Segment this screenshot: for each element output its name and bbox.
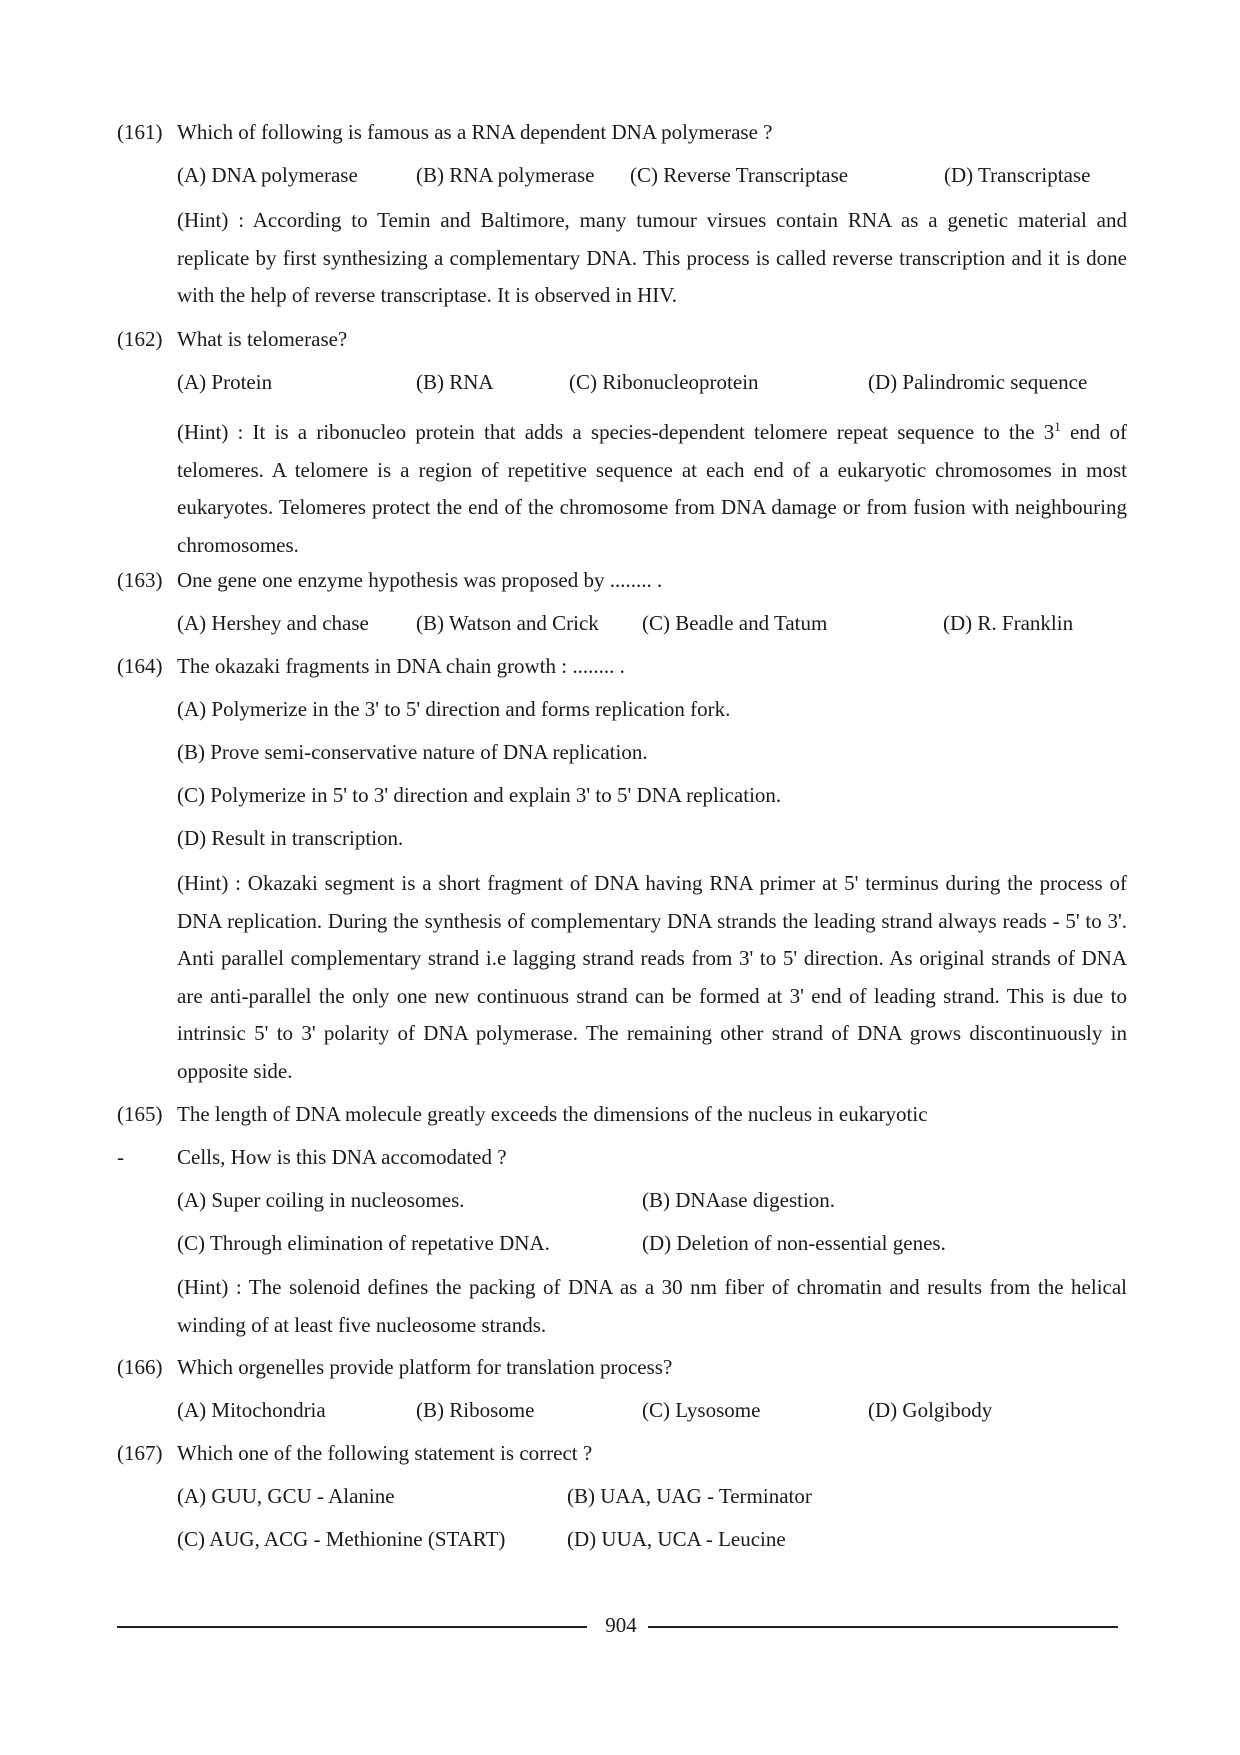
question-number: (165) (117, 1102, 163, 1126)
question-164 (117, 654, 1127, 678)
option-b: (B) RNA (416, 370, 494, 394)
option-a: (A) Hershey and chase (177, 611, 369, 635)
hint-161: (Hint) : According to Temin and Baltimore, many tumour virsues contain RNA as a genetic material and replicate by first synthesizing a complementary DNA. This process is called reverse transcription and it is done with the help of reverse transcriptase. It is observed in HIV. (177, 208, 1127, 307)
question-161 (117, 120, 1127, 144)
option-d: (D) R. Franklin (943, 611, 1074, 635)
option-c: (C) AUG, ACG - Methionine (START) (177, 1527, 506, 1551)
option-c: (C) Ribonucleoprotein (569, 370, 759, 394)
option-c: (C) Polymerize in 5' to 3' direction and explain 3' to 5' DNA replication. (177, 783, 782, 807)
option-b: (B) DNAase digestion. (642, 1188, 836, 1212)
dash-marker: - (117, 1145, 124, 1169)
question-number: (167) (117, 1441, 163, 1465)
page-number: 904 (605, 1613, 637, 1637)
question-165-cont (117, 1145, 1127, 1169)
question-text: Which of following is famous as a RNA dependent DNA polymerase ? (177, 120, 773, 144)
hint-text-cont: end of telomeres. A telomere is a region of repetitive sequence at each end of a eukaryotic chromosomes in most eukaryotes. Telomeres protect the end of the chromosome from DNA damage or from fusion with neighbouring chromosomes. (177, 420, 1127, 557)
question-167 (117, 1441, 1127, 1465)
question-number: (161) (117, 120, 163, 144)
question-text: Which one of the following statement is correct ? (177, 1441, 593, 1465)
option-a: (A) GUU, GCU - Alanine (177, 1484, 395, 1508)
option-b: (B) UAA, UAG - Terminator (567, 1484, 812, 1508)
question-text: What is telomerase? (177, 327, 348, 351)
footer-rule-right (648, 1626, 1118, 1628)
option-d: (D) UUA, UCA - Leucine (567, 1527, 786, 1551)
question-number: (164) (117, 654, 163, 678)
question-165 (117, 1102, 1127, 1126)
option-a: (A) Polymerize in the 3' to 5' direction and forms replication fork. (177, 697, 731, 721)
question-number: (166) (117, 1355, 163, 1379)
question-166 (117, 1355, 1127, 1379)
option-c: (C) Beadle and Tatum (642, 611, 828, 635)
option-a: (A) DNA polymerase (177, 163, 358, 187)
question-number: (163) (117, 568, 163, 592)
hint-164: (Hint) : Okazaki segment is a short fragment of DNA having RNA primer at 5' terminus during the process of DNA replication. During the synthesis of complementary DNA strands the leading strand always reads - 5' to 3'. Anti parallel complementary strand i.e lagging strand reads from 3' to 5' direction. As original strands of DNA are anti-parallel the only one new continuous strand can be formed at 3' end of leading strand. This is due to intrinsic 5' to 3' polarity of DNA polymerase. The remaining other strand of DNA grows discontinuously in opposite side. (177, 871, 1127, 1083)
option-c: (C) Lysosome (642, 1398, 761, 1422)
option-a: (A) Mitochondria (177, 1398, 326, 1422)
option-d: (D) Transcriptase (944, 163, 1091, 187)
option-b: (B) RNA polymerase (416, 163, 595, 187)
hint-165: (Hint) : The solenoid defines the packing of DNA as a 30 nm fiber of chromatin and results from the helical winding of at least five nucleosome strands. (177, 1275, 1127, 1337)
question-text: The length of DNA molecule greatly exceeds the dimensions of the nucleus in eukaryotic (177, 1102, 928, 1126)
option-d: (D) Palindromic sequence (868, 370, 1088, 394)
question-163 (117, 568, 1127, 592)
hint-text: (Hint) : It is a ribonucleo protein that adds a species-dependent telomere repeat sequence to the 3 (177, 420, 1055, 444)
option-b: (B) Watson and Crick (416, 611, 599, 635)
footer-rule-left (117, 1626, 587, 1628)
hint-162 (177, 408, 1127, 564)
option-c: (C) Reverse Transcriptase (630, 163, 849, 187)
option-a: (A) Protein (177, 370, 273, 394)
question-text: The okazaki fragments in DNA chain growth : ........ . (177, 654, 625, 678)
option-b: (B) Prove semi-conservative nature of DNA replication. (177, 740, 648, 764)
question-text: One gene one enzyme hypothesis was proposed by ........ . (177, 568, 663, 592)
option-d: (D) Result in transcription. (177, 826, 404, 850)
option-b: (B) Ribosome (416, 1398, 535, 1422)
question-number: (162) (117, 327, 163, 351)
question-text: Cells, How is this DNA accomodated ? (177, 1145, 507, 1169)
option-d: (D) Deletion of non-essential genes. (642, 1231, 946, 1255)
question-162 (117, 327, 1127, 351)
option-c: (C) Through elimination of repetative DNA. (177, 1231, 550, 1255)
option-a: (A) Super coiling in nucleosomes. (177, 1188, 465, 1212)
superscript: 1 (1054, 419, 1061, 434)
option-d: (D) Golgibody (868, 1398, 993, 1422)
question-text: Which orgenelles provide platform for translation process? (177, 1355, 673, 1379)
